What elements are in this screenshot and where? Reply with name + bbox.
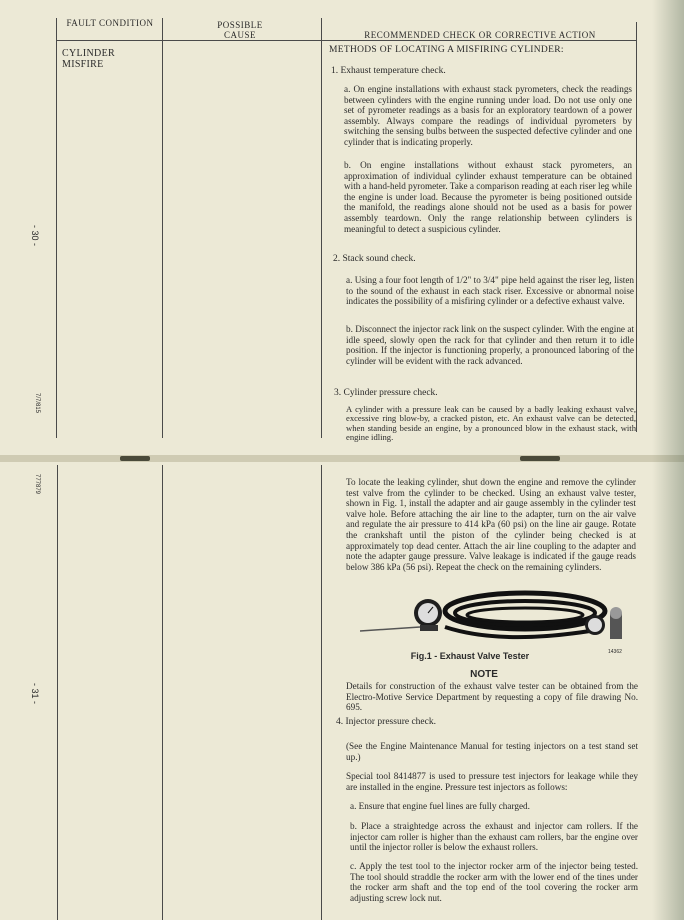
item1a-text: a. On engine installations with exhaust stack pyrometers, check the readings between cylinders with the engine running under load. Do not use only one set of pyrometer readings as a basis for an exploratory teardown of a power assembly. Always compare the readings of individual pyrometers by switching the sensing bulbs between the suspected defective cylinder and one cylinder that is indicating properly.: [344, 84, 632, 147]
item1-title: 1. Exhaust temperature check.: [331, 66, 446, 76]
item3-text: A cylinder with a pressure leak can be caused by a badly leaking exhaust valve, excessive ring blow-by, a cracked piston, etc. An exhaust valve can be detected, when standing beside an engine, by a pronounced blow in the exhaust stack, with engine idling.: [346, 404, 636, 443]
header-possible-cause: POSSIBLE CAUSE: [217, 20, 263, 40]
item2a-text: a. Using a four foot length of 1/2" to 3/4" pipe held against the riser leg, listen to the sound of the exhaust in each stack riser. Excessive or abnormal noise indicates the possibility of a misfiring cylinder or a defective exhaust valve.: [346, 275, 634, 307]
header-recommended-action: RECOMMENDED CHECK OR CORRECTIVE ACTION: [364, 30, 596, 40]
figure-caption: Fig.1 - Exhaust Valve Tester: [410, 651, 530, 661]
binder-tab-left: [120, 456, 150, 461]
column-divider-right: [321, 18, 322, 438]
column-divider-right-bottom: [321, 465, 322, 920]
figure-number: 14362: [608, 649, 622, 655]
note-text: Details for construction of the exhaust valve tester can be obtained from the Electro-Motive Service Department by requesting a copy of file drawing No. 695.: [346, 681, 638, 713]
side-code-top: 7/7/815: [34, 393, 40, 414]
binder-tab-right: [520, 456, 560, 461]
column-divider-middle-bottom: [162, 465, 163, 920]
item4-special-tool: Special tool 8414877 is used to pressure test injectors for leakage while they are installed in the engine. Pressure test injectors as follows:: [346, 771, 638, 792]
header-rule: [56, 40, 636, 41]
item4a-text: a. Ensure that engine fuel lines are fully charged.: [350, 801, 530, 811]
note-title: NOTE: [470, 669, 498, 680]
side-code-bottom: 777879: [34, 474, 40, 495]
item1b-text: b. On engine installations without exhaust stack pyrometers, an approximation of individual cylinder exhaust temperature can be obtained with a hand-held pyrometer. Take a comparison reading at each riser leg while the engine is under load. Because the pyrometer is being positioned outside the manifold, the readings alone should not be used as a basis for power assembly teardown. Only the range relationship between cylinders is meaningful to detect a suspicious cylinder.: [344, 160, 632, 234]
page-number-30: - 30 -: [30, 225, 40, 247]
exhaust-valve-tester-figure: [360, 583, 640, 653]
header-fault-condition: FAULT CONDITION: [66, 18, 154, 28]
fault-condition-cell: CYLINDER MISFIRE: [62, 48, 115, 70]
right-edge-shadow: [652, 0, 684, 920]
item2-title: 2. Stack sound check.: [333, 254, 416, 264]
leak-check-paragraph: To locate the leaking cylinder, shut down the engine and remove the cylinder test valve from the cylinder to be checked. Using an exhaust valve tester, shown in Fig. 1, install the adapter and air gauge assembly in the cylinder test valve hole. Before attaching the air line to the adapter, turn on the air valve and regulate the air pressure to 414 kPa (60 psi) on the line air gauge. Rotate the crankshaft until the piston of the cylinder being checked is at approximately top dead center. Attach the air line coupling to the adapter and note the adapter gauge pressure. Valve leakage is indicated if the gauge reads below 386 kPa (56 psi). Repeat the check on the remaining cylinders.: [346, 477, 636, 572]
page-number-31: - 31 -: [30, 683, 40, 705]
item4b-text: b. Place a straightedge across the exhaust and injector cam rollers. If the injector cam roller is higher than the exhaust cam rollers, bar the engine over until the injector roller is below the exhaust rollers.: [350, 821, 638, 853]
item4-intro: (See the Engine Maintenance Manual for testing injectors on a test stand set up.): [346, 741, 638, 762]
item4-title: 4. Injector pressure check.: [336, 717, 436, 727]
column-divider-middle: [162, 18, 163, 438]
item3-title: 3. Cylinder pressure check.: [334, 388, 438, 398]
item2b-text: b. Disconnect the injector rack link on the suspect cylinder. With the engine at idle speed, slowly open the rack for that cylinder and then return it to idle position. If the injector is functioning properly, a pronounced laboring of the cylinder will be evident with the rack advanced.: [346, 324, 634, 366]
section-title: METHODS OF LOCATING A MISFIRING CYLINDER:: [329, 45, 564, 55]
column-divider-left: [56, 18, 57, 438]
column-divider-left-bottom: [57, 465, 58, 920]
column-divider-edge: [636, 22, 637, 432]
item4c-text: c. Apply the test tool to the injector rocker arm of the injector being tested. The tool should straddle the rocker arm with the lower end of the tines under the rocker arm shaft and the top end of the tool covering the rocker arm adjusting screw lock nut.: [350, 861, 638, 903]
